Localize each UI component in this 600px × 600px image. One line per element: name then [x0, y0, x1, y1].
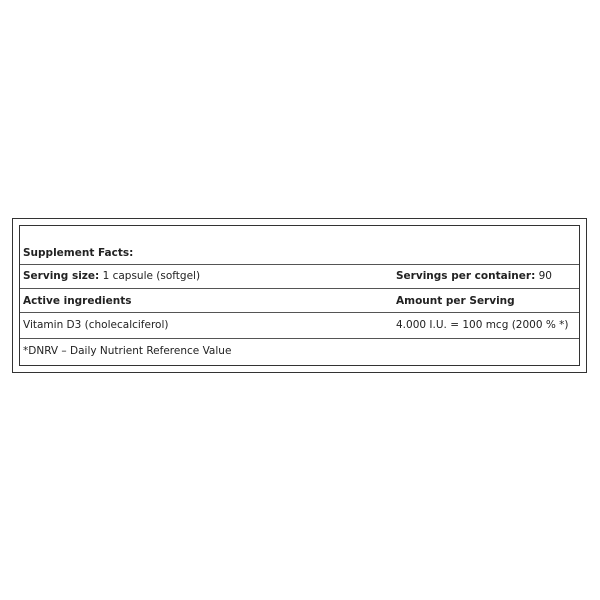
divider [20, 288, 579, 289]
servings-per-container-value: 90 [535, 270, 552, 282]
serving-size [23, 270, 200, 283]
supplement-facts-inner-border [19, 225, 580, 366]
supplement-facts-title: Supplement Facts: [23, 247, 134, 259]
servings-per-container-label: Servings per container: [396, 270, 536, 282]
divider [20, 338, 579, 339]
dnrv-footnote: *DNRV – Daily Nutrient Reference Value [23, 345, 232, 357]
serving-size-label: Serving size: [23, 270, 100, 282]
divider [20, 312, 579, 313]
ingredient-name: Vitamin D3 (cholecalciferol) [23, 319, 169, 331]
divider [20, 264, 579, 265]
supplement-facts-panel [12, 218, 587, 373]
ingredient-amount: 4.000 I.U. = 100 mcg (2000 % *) [396, 319, 569, 331]
servings-per-container [396, 270, 552, 283]
active-ingredients-header: Active ingredients [23, 295, 132, 307]
serving-size-value: 1 capsule (softgel) [99, 270, 201, 282]
amount-per-serving-header: Amount per Serving [396, 295, 515, 307]
